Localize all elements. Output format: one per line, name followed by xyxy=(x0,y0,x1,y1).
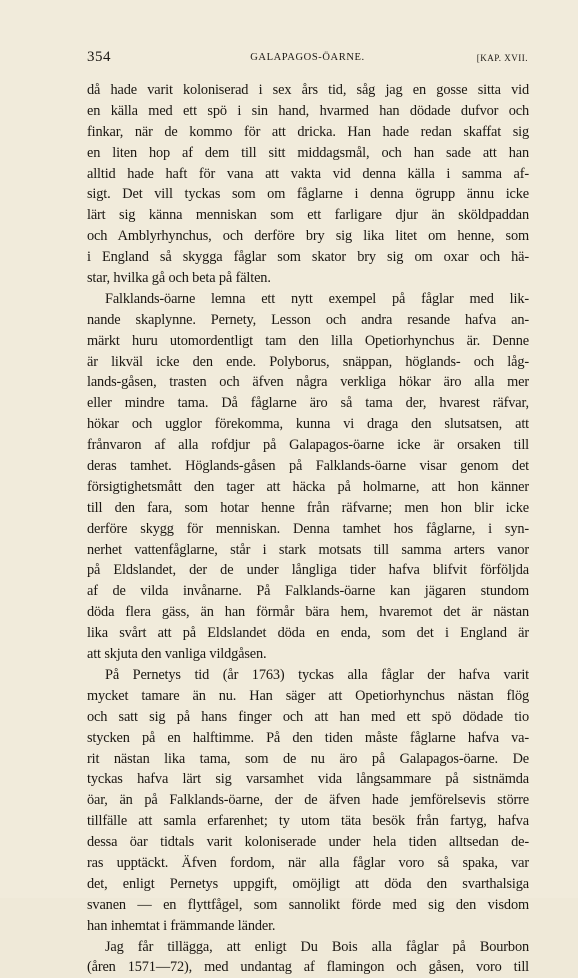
text-line: lika svårt att på Eldslandet döda en enda, som det i England är xyxy=(87,625,529,642)
text-line: öar, än på Falklands-öarne, der de äfven hade jemförelsevis större xyxy=(87,792,529,809)
text-line: Jag får tillägga, att enligt Du Bois alla fåglar på Bourbon xyxy=(105,938,529,955)
text-line: på Eldslandet, der de under långliga tider hafva blifvit förföljda xyxy=(87,562,529,579)
text-line: försigtighetsmått den tager att häcka på holmarne, att hon känner xyxy=(87,478,529,495)
text-line: märkt huru utomordentligt tam den lilla Opetiorhynchus är. Denne xyxy=(87,332,529,349)
text-line: en liten hop af dem till sitt middagsmål, och han sade att han xyxy=(87,144,529,161)
text-line: star, hvilka gå och beta på fälten. xyxy=(87,270,271,287)
text-line: rit nästan lika tama, som de nu äro på Galapagos-öarne. De xyxy=(87,750,529,767)
page-number: 354 xyxy=(87,49,111,65)
text-line: ras upptäckt. Äfven fordom, när alla fåglar voro så spaka, var xyxy=(87,854,529,871)
text-line: finkar, när de kommo för att dricka. Han hade redan skaffat sig xyxy=(87,123,529,140)
text-line: (åren 1571—72), med undantag af flamingon och gåsen, voro till xyxy=(87,959,529,976)
text-line: är likväl icke den ende. Polyborus, snäppan, höglands- och låg- xyxy=(87,353,529,370)
text-line: tillfälle att samla erfarenhet; ty utom täta besök från fartyg, hafva xyxy=(87,813,529,830)
text-line: lärt sig känna menniskan som ett farligare djur än sköldpaddan xyxy=(87,207,529,224)
text-line: svanen — en flyttfågel, som sannolikt förde med sig den visdom xyxy=(87,896,529,913)
text-line: dessa öar tidtals varit koloniserade under hela tiden alltsedan de- xyxy=(87,834,529,851)
running-header xyxy=(87,49,528,72)
text-line: det, enligt Pernetys uppgift, omöjligt att döda den svarthalsiga xyxy=(87,875,529,892)
text-line: alltid hade haft för vana att vakta vid denna källa i samma af- xyxy=(87,165,529,182)
text-line: nerhet vattenfåglarne, står i stark motsats till samma arters vanor xyxy=(87,541,529,558)
text-line: lands-gåsen, trasten och äfven några verkliga hökar äro alla mer xyxy=(87,374,529,391)
chapter-reference: [KAP. XVII. xyxy=(476,53,528,63)
text-line: då hade varit koloniserad i sex års tid, såg jag en gosse sitta vid xyxy=(87,82,529,98)
text-line: Falklands-öarne lemna ett nytt exempel på fåglar med lik- xyxy=(105,290,529,307)
text-line: en källa med ett spö i sin hand, hvarmed han dödade dufvor och xyxy=(87,102,529,119)
text-line: derföre skygg för menniskan. Denna tamhet hos fåglarne, i syn- xyxy=(87,520,529,537)
text-line: frånvaron af alla rofdjur på Galapagos-öarne icke är orsaken till xyxy=(87,437,529,454)
text-line: till den fara, som hotar henne från räfvarne; men hon blir icke xyxy=(87,499,529,516)
text-line: och Amblyrhynchus, och derföre bry sig lika litet om henne, som xyxy=(87,228,529,245)
text-line: mycket tamare än nu. Han säger att Opetiorhynchus nästan flög xyxy=(87,687,529,704)
text-line: eller mindre tama. Då fåglarne äro så tama der, hvarest räfvar, xyxy=(87,395,529,412)
body-text xyxy=(87,80,529,978)
text-line: af de vilda invånarne. På Falklands-öarne kan jägaren stundom xyxy=(87,583,529,600)
text-line: På Pernetys tid (år 1763) tyckas alla fåglar der hafva varit xyxy=(105,666,529,683)
text-line: i England så skygga fåglar som skator bry sig om oxar och hä- xyxy=(87,249,529,266)
text-line: att skjuta den vanliga vildgåsen. xyxy=(87,646,267,663)
text-line: tyckas hafva lärt sig varsamhet vida långsammare på sistnämda xyxy=(87,771,529,788)
text-line: deras tamhet. Höglands-gåsen på Falklands-öarne visar genom det xyxy=(87,458,529,475)
text-line: hökar och ugglor förekomma, kunna vi draga den slutsatsen, att xyxy=(87,416,529,433)
text-line: döda flera gäss, än han förmår bära hem, hvaremot det är nästan xyxy=(87,604,529,621)
running-title: GALAPAGOS-ÖARNE. xyxy=(250,52,365,63)
text-line: sigt. Det vill tyckas som om fåglarne i denna ögrupp ännu icke xyxy=(87,186,529,203)
text-line: han inhemtat i främmande länder. xyxy=(87,917,276,934)
text-line: nande skaplynne. Pernety, Lesson och andra resande hafva an- xyxy=(87,311,529,328)
text-line: stycken på en halftimme. På den tiden måste fåglarne hafva va- xyxy=(87,729,529,746)
text-line: och satt sig på hans finger och att han med ett spö dödade tio xyxy=(87,708,529,725)
